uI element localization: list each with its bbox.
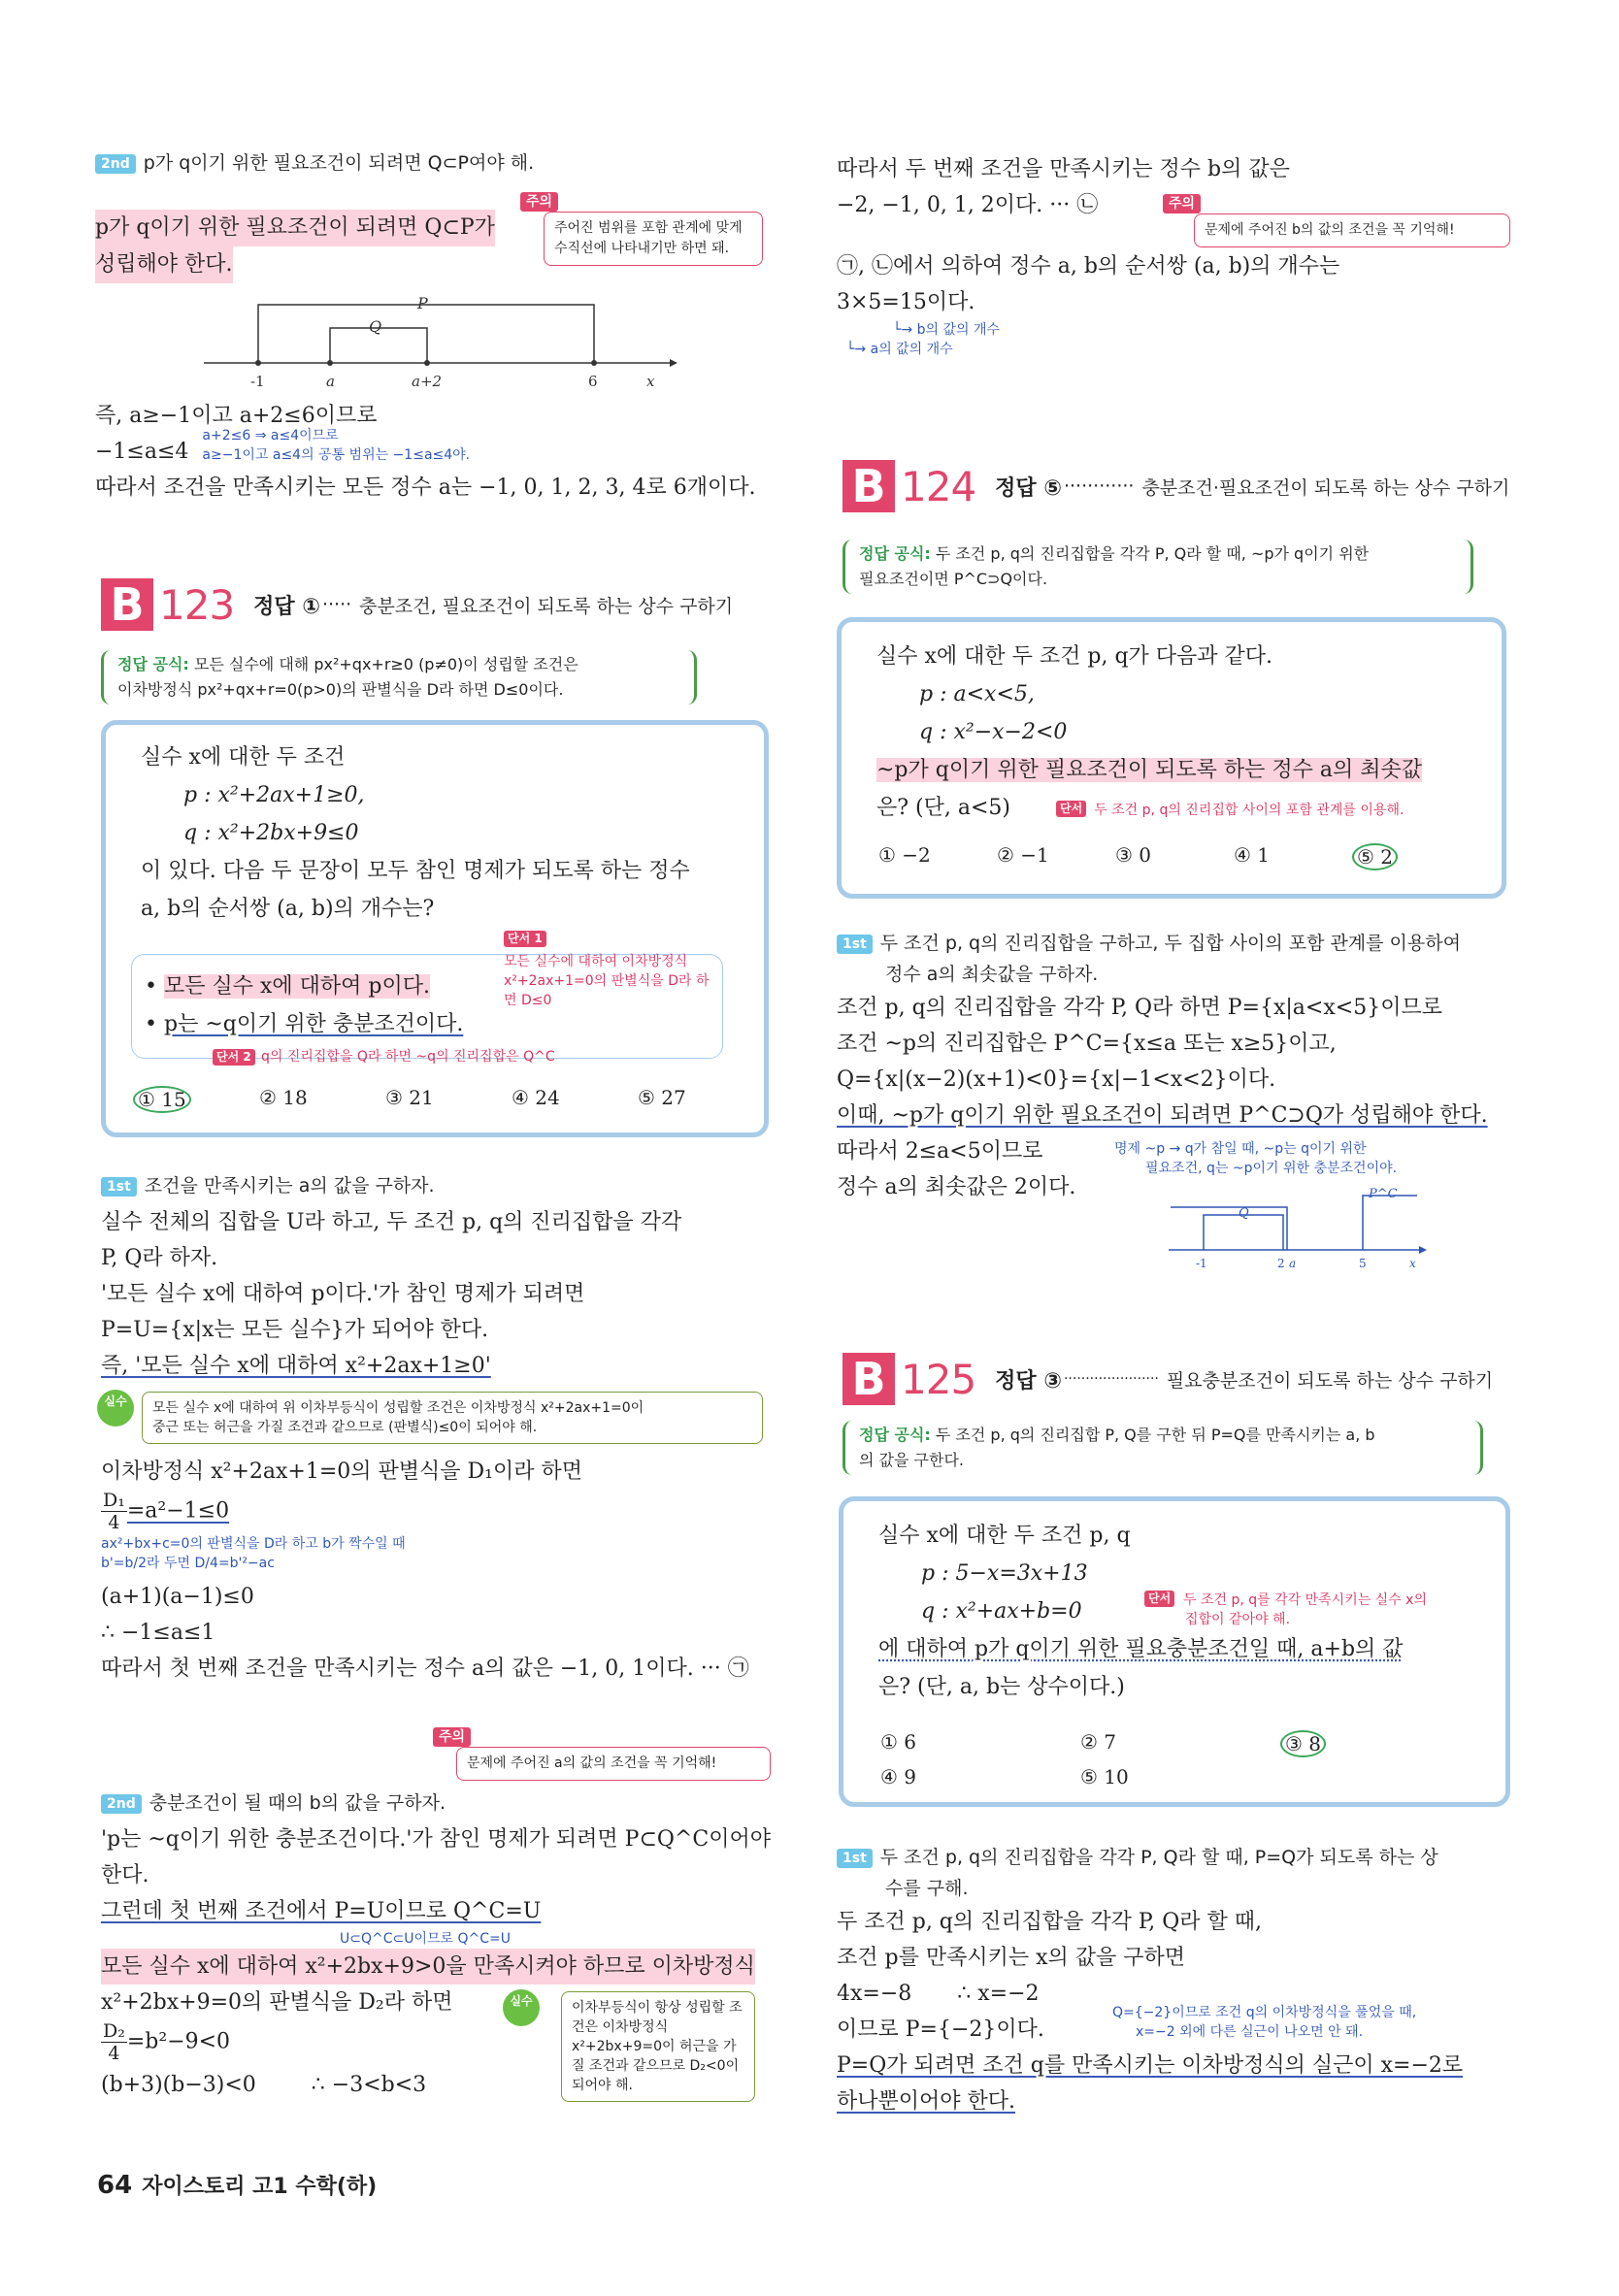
text-line: p가 q이기 위한 필요조건이 되려면 Q⊂P가 (95, 210, 495, 246)
text-line: 즉, a≥−1이고 a+2≤6이므로 (95, 404, 378, 428)
step-heading: 조건을 만족시키는 a의 값을 구하자. (144, 1175, 435, 1197)
tick-label: a+2 (412, 373, 443, 390)
text-line: '모든 실수 x에 대하여 p이다.'가 참인 명제가 되려면 (101, 1282, 585, 1306)
set-q-label: Q (1239, 1206, 1249, 1221)
problem-topic: 필요충분조건이 되도록 하는 상수 구하기 (1166, 1369, 1494, 1392)
step-heading: 두 조건 p, q의 진리집합을 각각 P, Q라 할 때, P=Q가 되도록 하는 상 (879, 1847, 1438, 1868)
text-line: −2, −1, 0, 1, 2이다. ··· ㉡ (837, 193, 1099, 217)
question-box-123 (101, 720, 769, 1137)
text-line: 따라서 두 번째 조건을 만족시키는 정수 b의 값은 (837, 157, 1290, 181)
tick-label: x (646, 373, 655, 390)
page-number: 64 (97, 2171, 133, 2200)
text-line: P, Q라 하자. (101, 1246, 218, 1270)
clue-note: 두 조건 p, q를 각각 만족시키는 실수 x의 집합이 같아야 해. (1183, 1592, 1427, 1627)
warning-badge: 주의 (433, 1727, 471, 1747)
clue-badge: 단서 1 (504, 931, 546, 947)
text-line: ∴ −3<b<3 (311, 2073, 427, 2097)
solution-123 (101, 1168, 780, 1384)
side-note: U⊂Q^C⊂U이므로 Q^C=U (340, 1931, 512, 1947)
warning-badge: 주의 (520, 192, 558, 212)
question-text: 실수 x에 대한 두 조건 p : x²+2ax+1≥0, q : x²+2bx+9≤0 이 있다. 다음 두 문장이 모두 참인 명제가 되도록 하는 정수 a, b의 순서쌍 (a, b)의 개수는? (141, 745, 690, 921)
step-heading: 2nd p가 q이기 위한 필요조건이 되려면 Q⊂P여야 해. (95, 146, 775, 181)
page-footer (97, 2170, 377, 2200)
step-badge: 1st (837, 1849, 873, 1868)
clue-note: q의 진리집합을 Q라 하면 ~q의 진리집합은 Q^C (261, 1049, 555, 1065)
problem-topic: 충분조건, 필요조건이 되도록 하는 상수 구하기 (359, 595, 734, 617)
problem-number: 125 (901, 1355, 976, 1403)
step-heading: 정수 a의 최솟값을 구하자. (885, 964, 1099, 985)
set-p-label: P (417, 294, 428, 312)
text-line: (a+1)(a−1)≤0 (101, 1585, 254, 1609)
text-line: ∴ x=−2 (957, 1982, 1040, 2006)
formula-label: 정답 공식: (859, 1426, 931, 1444)
clue-badge: 단서 2 (213, 1049, 255, 1066)
formula-text: 필요조건이면 P^C⊃Q이다. (859, 570, 1048, 588)
text-line: 한다. (101, 1863, 149, 1887)
bullet-statement: p는 ~q이기 위한 충분조건이다. (163, 1012, 464, 1036)
side-note: 명제 ~p → q가 참일 때, ~p는 q이기 위한 필요조건, q는 ~p이기 위한 충분조건이야. (1114, 1141, 1398, 1176)
text-line: 조건 ~p의 진리집합은 P^C={x≤a 또는 x≥5}이고, (837, 1032, 1337, 1056)
side-note: Q={−2}이므로 조건 q의 이차방정식을 풀었을 때, x=−2 외에 다른 실근이 나오면 안 돼. (1112, 2005, 1417, 2040)
step-heading: 충분조건이 될 때의 b의 값을 구하자. (149, 1792, 446, 1814)
bullet-statement: 모든 실수 x에 대하여 p이다. (163, 974, 430, 999)
answer-options (880, 1765, 1280, 1788)
formula-text: 모든 실수에 대해 px²+qx+r≥0 (p≠0)이 성립할 조건은 (193, 655, 578, 673)
side-note: a+2≤6 ⇒ a≤4이므로 a≥−1이고 a≤4의 공통 범위는 −1≤a≤4야. (202, 428, 471, 463)
option[interactable]: ① 15 (133, 1086, 259, 1113)
option[interactable]: ① −2 (878, 843, 931, 867)
text-line: 성립해야 한다. (95, 246, 233, 283)
side-note: ax²+bx+c=0의 판별식을 D라 하고 b가 짝수일 때 (101, 1536, 406, 1552)
answer-options (880, 1730, 1397, 1757)
formula-box (101, 650, 697, 705)
text-line: −1≤a≤4 (95, 440, 189, 464)
text-line: P=U={x|x는 모든 실수}가 되어야 한다. (101, 1318, 489, 1342)
step-heading: 수를 구해. (885, 1878, 969, 1899)
clue-badge: 단서 (1056, 801, 1086, 817)
text-line: 정수 a의 최솟값은 2이다. (837, 1175, 1076, 1199)
clue-note: 두 조건 p, q의 진리집합 사이의 포함 관계를 이용해. (1094, 803, 1404, 818)
option[interactable]: ④ 1 (1234, 843, 1271, 867)
tick-label: a (326, 373, 335, 390)
dot-leader: ············ (1063, 476, 1135, 497)
text-line: =a²−1≤0 (126, 1498, 230, 1524)
problem-header-124 (843, 460, 1509, 512)
option[interactable]: ④ 9 (880, 1765, 917, 1788)
problem-header-125 (843, 1353, 1493, 1405)
set-pc-label: P^C (1369, 1187, 1398, 1201)
option[interactable]: ⑤ 27 (638, 1086, 686, 1109)
step-heading: 두 조건 p, q의 진리집합을 구하고, 두 집합 사이의 포함 관계를 이용하여 (879, 933, 1461, 954)
warning-note: 문제에 주어진 b의 값의 조건을 꼭 기억해! (1194, 213, 1510, 247)
formula-text: 이차방정식 px²+qx+r=0(p>0)의 판별식을 D라 하면 D≤0이다. (117, 680, 564, 699)
problem-number: 124 (901, 462, 976, 510)
warning-note: 문제에 주어진 a의 값의 조건을 꼭 기억해! (456, 1747, 771, 1781)
question-text: 실수 x에 대한 두 조건 p, q p : 5−x=3x+13 q : x²+ax+b=0 에 대하여 p가 q이기 위한 필요충분조건일 때, a+b의 값 은? (단, a, b는 상수이다.) (878, 1524, 1404, 1699)
option[interactable]: ④ 24 (512, 1086, 560, 1109)
text-line: 따라서 첫 번째 조건을 만족시키는 정수 a의 값은 −1, 0, 1이다. ··· ㉠ (101, 1656, 749, 1681)
real-number-note: 모든 실수 x에 대하여 위 이차부등식이 성립할 조건은 이차방정식 x²+2ax+1=0이 중근 또는 허근을 가질 조건과 같으므로 (판별식)≤0이 되어야 해. (142, 1392, 763, 1444)
set-q-label: Q (369, 317, 382, 336)
explanation-block (95, 210, 495, 283)
option[interactable]: ② 7 (1080, 1730, 1117, 1754)
level-badge: B (843, 460, 895, 512)
option[interactable]: ③ 0 (1115, 843, 1152, 867)
answer-options (878, 843, 1470, 870)
question-box-125 (839, 1496, 1510, 1807)
formula-text: 두 조건 p, q의 진리집합을 각각 P, Q라 할 때, ~p가 q이기 위한 (935, 544, 1370, 563)
number-line-diagram (194, 291, 679, 398)
step-badge: 2nd (95, 154, 136, 174)
text-line: 조건 p를 만족시키는 x의 값을 구하면 (837, 1946, 1185, 1970)
side-note: └→ a의 값의 개수 (846, 342, 953, 357)
clue-note: 모든 실수에 대하여 이차방정식 x²+2ax+1=0의 판별식을 D라 하면 D≤0 (504, 954, 710, 1008)
formula-text: 두 조건 p, q의 진리집합 P, Q를 구한 뒤 P=Q를 만족시키는 a, b (935, 1426, 1375, 1444)
level-badge: B (101, 578, 153, 631)
statement-list: • 모든 실수 x에 대하여 p이다. • p는 ~q이기 위한 충분조건이다. (145, 974, 464, 1036)
text-line: 하나뿐이어야 한다. (837, 2089, 1016, 2114)
text-line: 실수 전체의 집합을 U라 하고, 두 조건 p, q의 진리집합을 각각 (101, 1210, 682, 1234)
side-note: b'=b/2라 두면 D/4=b'²−ac (101, 1556, 275, 1571)
text-line: 따라서 2≤a<5이므로 (837, 1139, 1043, 1164)
text-line: (b+3)(b−3)<0 (101, 2073, 256, 2097)
option[interactable]: ② 18 (259, 1086, 308, 1109)
level-badge: B (843, 1353, 895, 1405)
fraction: $\frac{\text{D₂}}{4}$ (103, 2020, 125, 2064)
text-line: 3×5=15이다. (837, 290, 975, 314)
side-note: └→ b의 값의 개수 (893, 322, 1001, 338)
step-badge: 1st (837, 935, 873, 954)
text-line: 두 조건 p, q의 진리집합을 각각 P, Q라 할 때, (837, 1910, 1262, 1934)
text-line: 이때, ~p가 q이기 위한 필요조건이 되려면 P^C⊃Q가 성립해야 한다. (837, 1103, 1488, 1128)
step-badge: 1st (101, 1177, 137, 1197)
text-line: P=Q가 되려면 조건 q를 만족시키는 이차방정식의 실근이 x=−2로 (837, 2053, 1464, 2078)
option[interactable]: ⑤ 2 (1352, 843, 1470, 870)
real-number-badge: 실수 (97, 1390, 134, 1427)
tick-label: 6 (588, 373, 598, 390)
answer-label: 정답 ③ (995, 1368, 1062, 1394)
formula-label: 정답 공식: (117, 655, 189, 673)
text-line: 이므로 P={−2}이다. (837, 2017, 1044, 2042)
solution-125 (837, 1842, 1516, 2119)
real-number-note: 이차부등식이 항상 성립할 조건은 이차방정식 x²+2bx+9=0이 허근을 가질 조건과 같으므로 D₂<0이 되어야 해. (561, 1991, 755, 2102)
text-line: 그런데 첫 번째 조건에서 P=U이므로 Q^C=U (101, 1899, 542, 1923)
explanation-block (95, 398, 775, 506)
tick-label: x (1409, 1257, 1416, 1270)
step-badge: 2nd (101, 1794, 142, 1814)
answer-label: 정답 ⑤ (995, 476, 1062, 501)
question-box-124 (837, 617, 1506, 899)
problem-number: 123 (159, 580, 235, 629)
question-text: 실수 x에 대한 두 조건 p, q가 다음과 같다. p : a<x<5, q : x²−x−2<0 ~p가 q이기 위한 필요조건이 되도록 하는 정수 a의 최솟값 은? (단, a<5) 단서 두 조건 p, q의 진리집합 사이의 포함 관계를 이용해. (876, 644, 1422, 820)
option[interactable]: ② −1 (997, 843, 1049, 867)
formula-label: 정답 공식: (859, 544, 931, 563)
text-line: x²+2bx+9=0의 판별식을 D₂라 하면 (101, 1990, 453, 2015)
right-top-block (837, 248, 1516, 359)
warning-badge: 주의 (1163, 194, 1201, 213)
option[interactable]: ③ 21 (385, 1086, 434, 1109)
text-line: 'p는 ~q이기 위한 충분조건이다.'가 참인 명제가 되려면 P⊂Q^C이어야 (101, 1827, 771, 1852)
option[interactable]: ⑤ 10 (1080, 1765, 1129, 1788)
left-column (95, 146, 775, 181)
book-title: 자이스토리 고1 수학(하) (142, 2175, 378, 2199)
answer-options (133, 1086, 735, 1113)
text-line: 조건 p, q의 진리집합을 각각 P, Q라 하면 P={x|a<x<5}이므로 (837, 996, 1442, 1020)
formula-box (843, 540, 1473, 594)
text-line: 이차방정식 x²+2ax+1=0의 판별식을 D₁이라 하면 (101, 1460, 583, 1484)
text-line: Q={x|(x−2)(x+1)<0}={x|−1<x<2}이다. (837, 1067, 1276, 1092)
fraction: $\frac{\text{D₁}}{4}$ (103, 1490, 125, 1533)
formula-text: 의 값을 구한다. (859, 1451, 964, 1469)
option[interactable]: ③ 8 (1280, 1730, 1397, 1757)
warning-note: 주어진 범위를 포함 관계에 맞게 수직선에 나타내기만 하면 돼. (544, 212, 763, 266)
formula-box (843, 1421, 1483, 1475)
tick-label: -1 (250, 373, 265, 390)
solution-123-cont (101, 1454, 780, 1687)
answer-label: 정답 ① (253, 594, 320, 619)
text-line: ㉠, ㉡에서 의하여 정수 a, b의 순서쌍 (a, b)의 개수는 (837, 254, 1340, 279)
text-line: 따라서 조건을 만족시키는 모든 정수 a는 −1, 0, 1, 2, 3, 4로 6개이다. (95, 476, 756, 500)
problem-header-123 (101, 578, 733, 631)
tick-label: -1 (1196, 1257, 1207, 1270)
dot-leader: ····· (321, 594, 352, 615)
tick-label: 5 (1359, 1257, 1367, 1270)
dot-leader: ······················ (1063, 1371, 1159, 1387)
number-line-diagram (1165, 1186, 1427, 1273)
text-line: 모든 실수 x에 대하여 x²+2bx+9>0을 만족시켜야 하므로 이차방정식 (101, 1949, 755, 1984)
tick-label: a (1289, 1257, 1297, 1270)
option[interactable]: ① 6 (880, 1730, 917, 1754)
tick-label: 2 (1277, 1257, 1285, 1270)
real-number-badge: 실수 (503, 1989, 540, 2026)
problem-topic: 충분조건·필요조건이 되도록 하는 상수 구하기 (1141, 476, 1510, 499)
clue-badge: 단서 (1144, 1591, 1174, 1607)
text-line: =b²−9<0 (126, 2029, 231, 2054)
text-line: ∴ −1≤a≤1 (101, 1621, 215, 1645)
text-line: 4x=−8 (837, 1982, 912, 2006)
text-line: 즉, '모든 실수 x에 대하여 x²+2ax+1≥0' (101, 1354, 491, 1378)
